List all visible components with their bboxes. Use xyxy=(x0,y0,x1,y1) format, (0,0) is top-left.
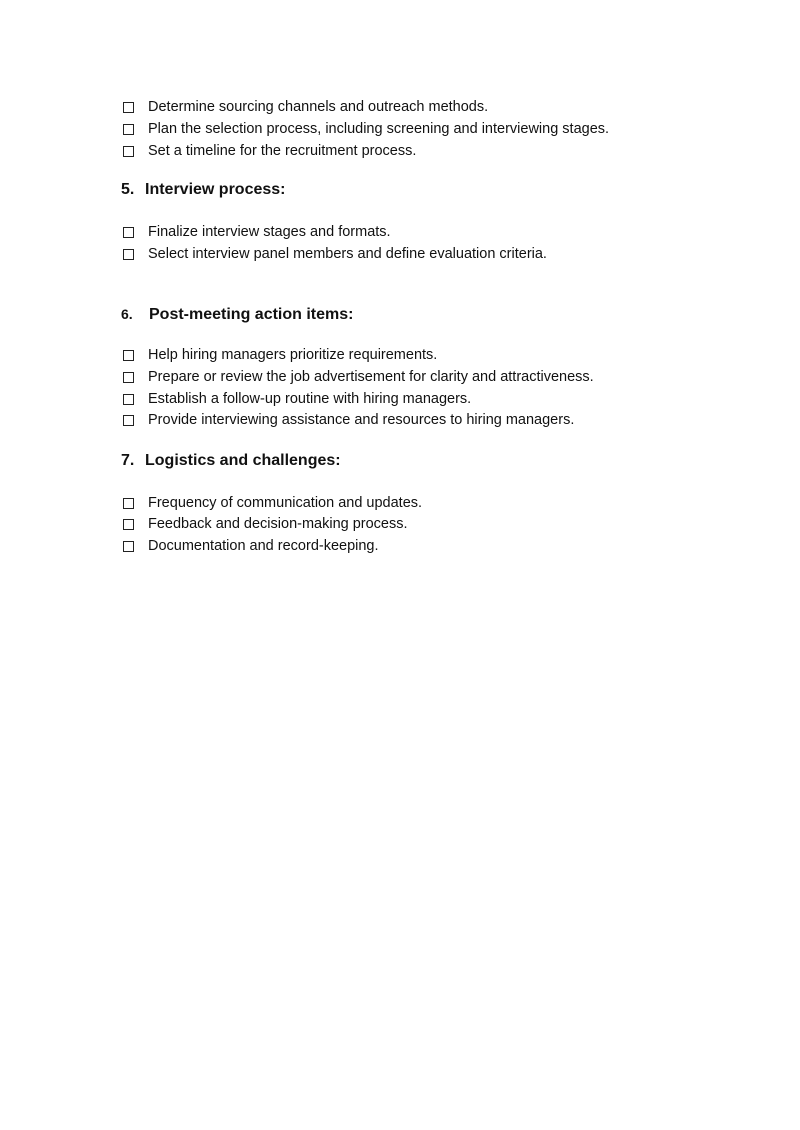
checklist-item xyxy=(123,223,391,241)
checklist-item-text: Frequency of communication and updates. xyxy=(148,495,423,511)
checklist-item-text: Help hiring managers prioritize requirements. xyxy=(148,347,438,363)
checklist-item xyxy=(123,368,594,386)
section-heading-logistics-and-challenges xyxy=(121,451,341,471)
checklist-item xyxy=(123,120,609,138)
checklist-item-text: Documentation and record-keeping. xyxy=(148,538,379,554)
checklist-item-text: Establish a follow-up routine with hiring managers. xyxy=(148,391,472,407)
section-title: Interview process: xyxy=(145,181,286,198)
checklist-item-text: Set a timeline for the recruitment process. xyxy=(148,143,417,159)
checklist-item xyxy=(123,346,437,364)
checkbox-icon[interactable] xyxy=(123,124,134,135)
checkbox-icon[interactable] xyxy=(123,394,134,405)
checkbox-icon[interactable] xyxy=(123,350,134,361)
section-heading-post-meeting-action-items xyxy=(121,304,353,325)
checklist-item-text: Select interview panel members and define evaluation criteria. xyxy=(148,246,547,262)
section-title: Post-meeting action items: xyxy=(149,306,354,323)
checklist-item xyxy=(123,411,574,429)
checklist-item xyxy=(123,142,416,160)
section-number: 6. xyxy=(121,306,133,322)
section-number: 7. xyxy=(121,452,135,469)
checklist-item xyxy=(123,98,488,116)
checkbox-icon[interactable] xyxy=(123,102,134,113)
checkbox-icon[interactable] xyxy=(123,519,134,530)
section-number: 5. xyxy=(121,181,135,198)
checklist-item-text: Plan the selection process, including screening and interviewing stages. xyxy=(148,121,610,137)
checklist-item-text: Finalize interview stages and formats. xyxy=(148,224,391,240)
checklist-item xyxy=(123,537,379,555)
checkbox-icon[interactable] xyxy=(123,498,134,509)
checklist-item xyxy=(123,515,408,533)
section-heading-interview-process xyxy=(121,180,286,200)
checkbox-icon[interactable] xyxy=(123,227,134,238)
checkbox-icon[interactable] xyxy=(123,541,134,552)
checklist-item-text: Feedback and decision-making process. xyxy=(148,516,408,532)
checkbox-icon[interactable] xyxy=(123,249,134,260)
checkbox-icon[interactable] xyxy=(123,372,134,383)
checklist-item xyxy=(123,390,471,408)
checklist-item-text: Provide interviewing assistance and resources to hiring managers. xyxy=(148,412,575,428)
checklist-item xyxy=(123,494,422,512)
checkbox-icon[interactable] xyxy=(123,415,134,426)
checkbox-icon[interactable] xyxy=(123,146,134,157)
section-title: Logistics and challenges: xyxy=(145,452,341,469)
checklist-item-text: Determine sourcing channels and outreach methods. xyxy=(148,99,489,115)
checklist-item xyxy=(123,245,547,263)
checklist-item-text: Prepare or review the job advertisement for clarity and attractiveness. xyxy=(148,369,594,385)
